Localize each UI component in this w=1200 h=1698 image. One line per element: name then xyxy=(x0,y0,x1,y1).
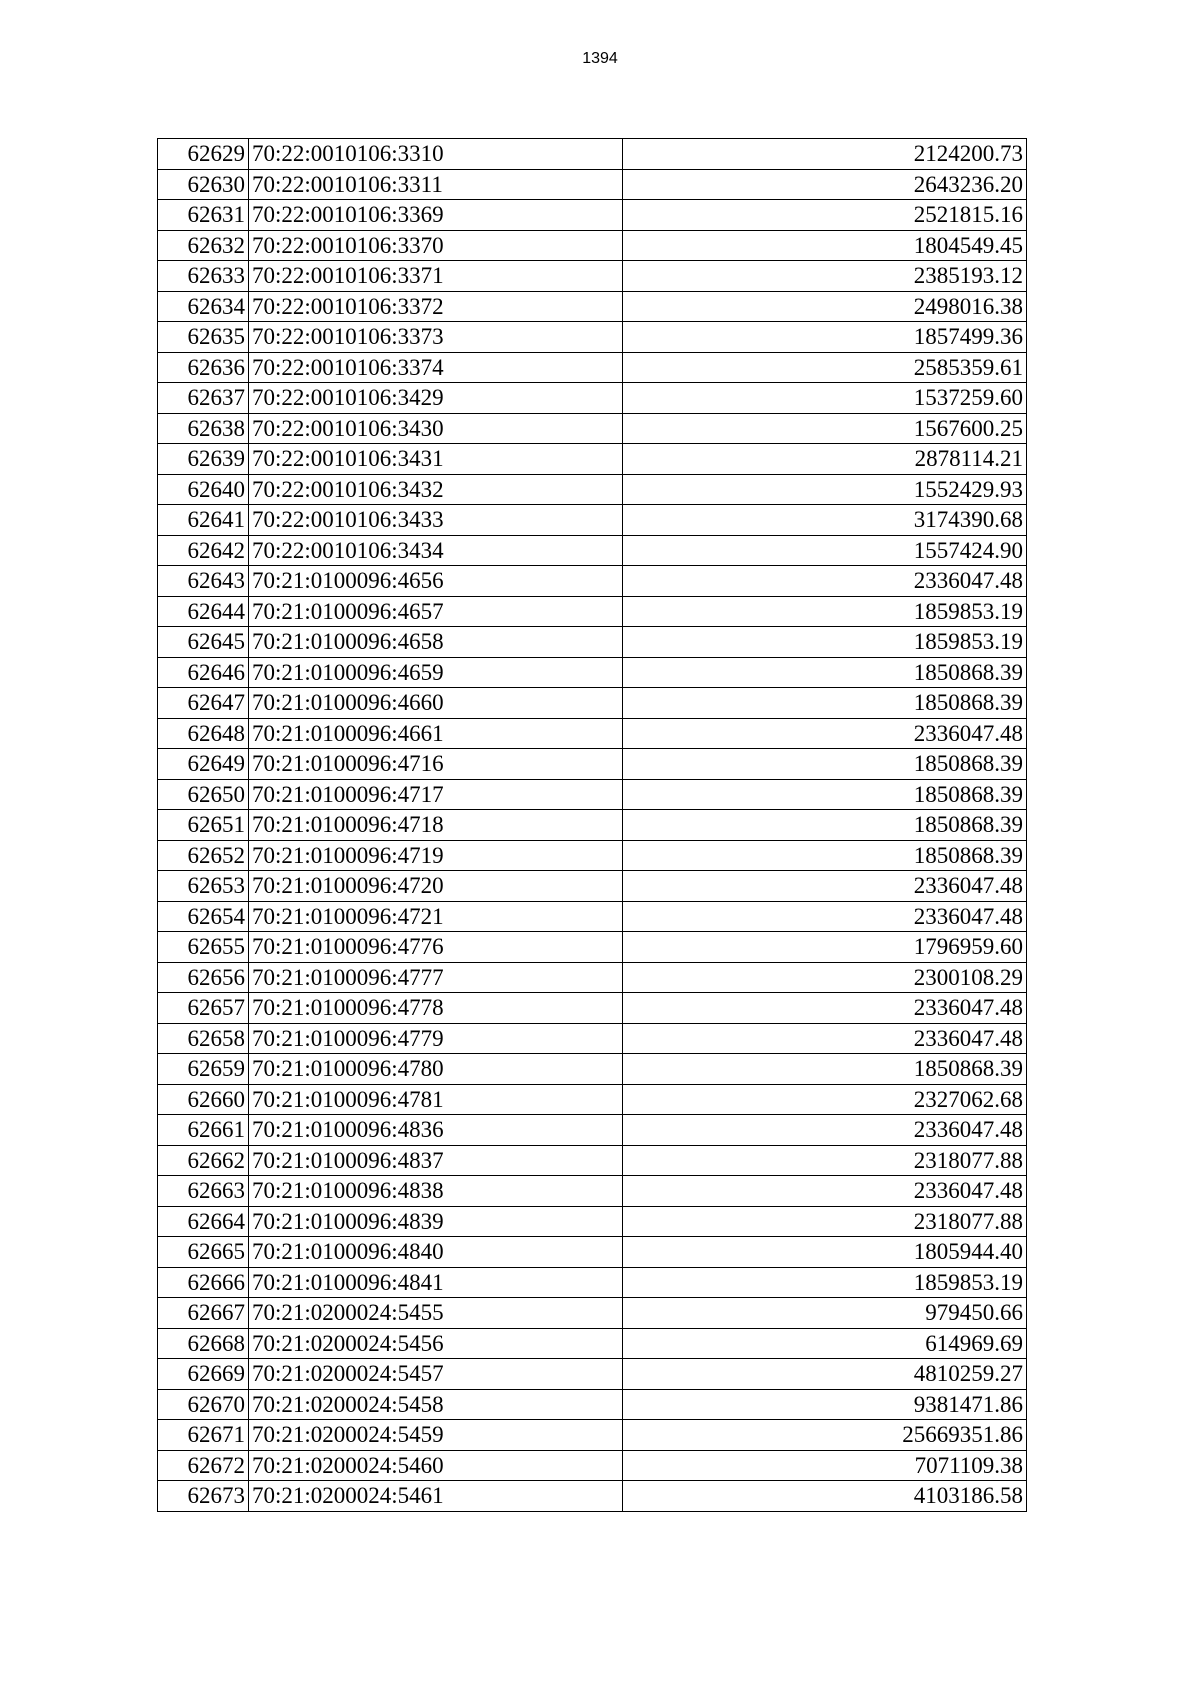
cadastral-value-cell: 1850868.39 xyxy=(623,688,1027,719)
cadastral-number-cell: 70:21:0100096:4719 xyxy=(249,840,623,871)
cadastral-value-cell: 2336047.48 xyxy=(623,1115,1027,1146)
table-row xyxy=(158,657,1027,688)
row-number-cell: 62635 xyxy=(158,322,249,353)
table-row xyxy=(158,688,1027,719)
table-row xyxy=(158,1450,1027,1481)
row-number-cell: 62654 xyxy=(158,901,249,932)
row-number-cell: 62663 xyxy=(158,1176,249,1207)
table-row xyxy=(158,1237,1027,1268)
table-row xyxy=(158,1359,1027,1390)
row-number-cell: 62650 xyxy=(158,779,249,810)
table-row xyxy=(158,169,1027,200)
cadastral-value-cell: 2336047.48 xyxy=(623,718,1027,749)
cadastral-value-cell: 2521815.16 xyxy=(623,200,1027,231)
cadastral-value-cell: 1804549.45 xyxy=(623,230,1027,261)
cadastral-value-cell: 2336047.48 xyxy=(623,871,1027,902)
cadastral-number-cell: 70:21:0100096:4838 xyxy=(249,1176,623,1207)
table-row xyxy=(158,291,1027,322)
cadastral-value-cell: 1805944.40 xyxy=(623,1237,1027,1268)
table-row xyxy=(158,962,1027,993)
cadastral-number-cell: 70:21:0100096:4840 xyxy=(249,1237,623,1268)
table-row xyxy=(158,840,1027,871)
row-number-cell: 62655 xyxy=(158,932,249,963)
cadastral-number-cell: 70:22:0010106:3369 xyxy=(249,200,623,231)
row-number-cell: 62651 xyxy=(158,810,249,841)
row-number-cell: 62633 xyxy=(158,261,249,292)
cadastral-number-cell: 70:21:0100096:4779 xyxy=(249,1023,623,1054)
row-number-cell: 62665 xyxy=(158,1237,249,1268)
cadastral-number-cell: 70:22:0010106:3371 xyxy=(249,261,623,292)
row-number-cell: 62630 xyxy=(158,169,249,200)
cadastral-value-cell: 2498016.38 xyxy=(623,291,1027,322)
table-row xyxy=(158,1389,1027,1420)
cadastral-number-cell: 70:21:0200024:5457 xyxy=(249,1359,623,1390)
cadastral-value-cell: 3174390.68 xyxy=(623,505,1027,536)
cadastral-number-cell: 70:22:0010106:3373 xyxy=(249,322,623,353)
cadastral-value-cell: 1859853.19 xyxy=(623,1267,1027,1298)
row-number-cell: 62649 xyxy=(158,749,249,780)
cadastral-value-cell: 4810259.27 xyxy=(623,1359,1027,1390)
row-number-cell: 62639 xyxy=(158,444,249,475)
cadastral-value-cell: 2318077.88 xyxy=(623,1145,1027,1176)
cadastral-number-cell: 70:21:0100096:4776 xyxy=(249,932,623,963)
cadastral-number-cell: 70:21:0200024:5460 xyxy=(249,1450,623,1481)
cadastral-value-cell: 2124200.73 xyxy=(623,139,1027,170)
row-number-cell: 62671 xyxy=(158,1420,249,1451)
cadastral-value-cell: 2336047.48 xyxy=(623,1176,1027,1207)
row-number-cell: 62661 xyxy=(158,1115,249,1146)
cadastral-value-cell: 1557424.90 xyxy=(623,535,1027,566)
cadastral-number-cell: 70:22:0010106:3370 xyxy=(249,230,623,261)
cadastral-number-cell: 70:22:0010106:3433 xyxy=(249,505,623,536)
table-row xyxy=(158,1145,1027,1176)
cadastral-number-cell: 70:22:0010106:3429 xyxy=(249,383,623,414)
row-number-cell: 62670 xyxy=(158,1389,249,1420)
row-number-cell: 62666 xyxy=(158,1267,249,1298)
cadastral-number-cell: 70:21:0100096:4661 xyxy=(249,718,623,749)
row-number-cell: 62629 xyxy=(158,139,249,170)
table-row xyxy=(158,1328,1027,1359)
cadastral-value-cell: 2336047.48 xyxy=(623,566,1027,597)
cadastral-number-cell: 70:21:0100096:4839 xyxy=(249,1206,623,1237)
cadastral-number-cell: 70:22:0010106:3431 xyxy=(249,444,623,475)
cadastral-number-cell: 70:21:0100096:4841 xyxy=(249,1267,623,1298)
row-number-cell: 62640 xyxy=(158,474,249,505)
cadastral-number-cell: 70:21:0100096:4717 xyxy=(249,779,623,810)
row-number-cell: 62647 xyxy=(158,688,249,719)
table-row xyxy=(158,749,1027,780)
table-row xyxy=(158,444,1027,475)
table-row xyxy=(158,810,1027,841)
cadastral-value-cell: 1850868.39 xyxy=(623,779,1027,810)
cadastral-value-cell: 1859853.19 xyxy=(623,627,1027,658)
table-row xyxy=(158,535,1027,566)
row-number-cell: 62659 xyxy=(158,1054,249,1085)
cadastral-value-cell: 1537259.60 xyxy=(623,383,1027,414)
cadastral-number-cell: 70:21:0200024:5458 xyxy=(249,1389,623,1420)
table-row xyxy=(158,1298,1027,1329)
cadastral-number-cell: 70:21:0100096:4837 xyxy=(249,1145,623,1176)
row-number-cell: 62672 xyxy=(158,1450,249,1481)
table-row xyxy=(158,566,1027,597)
cadastral-value-cell: 2385193.12 xyxy=(623,261,1027,292)
cadastral-value-cell: 2336047.48 xyxy=(623,993,1027,1024)
table-row xyxy=(158,1054,1027,1085)
cadastral-value-table xyxy=(157,138,1027,1512)
cadastral-value-cell: 9381471.86 xyxy=(623,1389,1027,1420)
row-number-cell: 62648 xyxy=(158,718,249,749)
cadastral-value-cell: 2318077.88 xyxy=(623,1206,1027,1237)
table-row xyxy=(158,1115,1027,1146)
row-number-cell: 62645 xyxy=(158,627,249,658)
cadastral-number-cell: 70:22:0010106:3310 xyxy=(249,139,623,170)
row-number-cell: 62669 xyxy=(158,1359,249,1390)
row-number-cell: 62642 xyxy=(158,535,249,566)
cadastral-number-cell: 70:21:0200024:5455 xyxy=(249,1298,623,1329)
cadastral-value-cell: 1796959.60 xyxy=(623,932,1027,963)
row-number-cell: 62664 xyxy=(158,1206,249,1237)
cadastral-number-cell: 70:21:0100096:4656 xyxy=(249,566,623,597)
cadastral-number-cell: 70:21:0100096:4658 xyxy=(249,627,623,658)
cadastral-value-cell: 1552429.93 xyxy=(623,474,1027,505)
table-row xyxy=(158,1206,1027,1237)
cadastral-number-cell: 70:22:0010106:3372 xyxy=(249,291,623,322)
row-number-cell: 62667 xyxy=(158,1298,249,1329)
table-row xyxy=(158,718,1027,749)
table-row xyxy=(158,932,1027,963)
row-number-cell: 62662 xyxy=(158,1145,249,1176)
table-row xyxy=(158,627,1027,658)
row-number-cell: 62638 xyxy=(158,413,249,444)
cadastral-number-cell: 70:22:0010106:3374 xyxy=(249,352,623,383)
row-number-cell: 62636 xyxy=(158,352,249,383)
cadastral-number-cell: 70:21:0100096:4780 xyxy=(249,1054,623,1085)
cadastral-number-cell: 70:22:0010106:3432 xyxy=(249,474,623,505)
cadastral-number-cell: 70:22:0010106:3430 xyxy=(249,413,623,444)
cadastral-number-cell: 70:21:0100096:4659 xyxy=(249,657,623,688)
table-row xyxy=(158,993,1027,1024)
table-row xyxy=(158,871,1027,902)
cadastral-number-cell: 70:21:0100096:4721 xyxy=(249,901,623,932)
table-row xyxy=(158,474,1027,505)
cadastral-value-cell: 1857499.36 xyxy=(623,322,1027,353)
cadastral-value-cell: 7071109.38 xyxy=(623,1450,1027,1481)
cadastral-value-cell: 2327062.68 xyxy=(623,1084,1027,1115)
table-row xyxy=(158,1023,1027,1054)
cadastral-value-cell: 2300108.29 xyxy=(623,962,1027,993)
table-body xyxy=(158,139,1027,1512)
table-row xyxy=(158,1481,1027,1512)
row-number-cell: 62657 xyxy=(158,993,249,1024)
table-row xyxy=(158,322,1027,353)
table-row xyxy=(158,1176,1027,1207)
table-row xyxy=(158,901,1027,932)
row-number-cell: 62660 xyxy=(158,1084,249,1115)
cadastral-value-cell: 1850868.39 xyxy=(623,1054,1027,1085)
row-number-cell: 62631 xyxy=(158,200,249,231)
cadastral-value-cell: 1859853.19 xyxy=(623,596,1027,627)
row-number-cell: 62634 xyxy=(158,291,249,322)
row-number-cell: 62668 xyxy=(158,1328,249,1359)
cadastral-value-cell: 614969.69 xyxy=(623,1328,1027,1359)
cadastral-number-cell: 70:21:0100096:4720 xyxy=(249,871,623,902)
cadastral-number-cell: 70:22:0010106:3311 xyxy=(249,169,623,200)
cadastral-value-cell: 2336047.48 xyxy=(623,1023,1027,1054)
row-number-cell: 62643 xyxy=(158,566,249,597)
row-number-cell: 62637 xyxy=(158,383,249,414)
page-number: 1394 xyxy=(582,50,618,67)
cadastral-number-cell: 70:21:0200024:5461 xyxy=(249,1481,623,1512)
cadastral-number-cell: 70:21:0100096:4660 xyxy=(249,688,623,719)
cadastral-value-cell: 1567600.25 xyxy=(623,413,1027,444)
cadastral-value-cell: 4103186.58 xyxy=(623,1481,1027,1512)
table-row xyxy=(158,352,1027,383)
row-number-cell: 62641 xyxy=(158,505,249,536)
row-number-cell: 62656 xyxy=(158,962,249,993)
cadastral-value-cell: 2878114.21 xyxy=(623,444,1027,475)
cadastral-number-cell: 70:21:0200024:5456 xyxy=(249,1328,623,1359)
table-row xyxy=(158,779,1027,810)
table-row xyxy=(158,139,1027,170)
cadastral-value-cell: 1850868.39 xyxy=(623,657,1027,688)
cadastral-number-cell: 70:21:0100096:4778 xyxy=(249,993,623,1024)
cadastral-value-cell: 2585359.61 xyxy=(623,352,1027,383)
table-row xyxy=(158,383,1027,414)
row-number-cell: 62652 xyxy=(158,840,249,871)
cadastral-number-cell: 70:21:0100096:4781 xyxy=(249,1084,623,1115)
cadastral-number-cell: 70:21:0200024:5459 xyxy=(249,1420,623,1451)
cadastral-value-cell: 1850868.39 xyxy=(623,749,1027,780)
cadastral-value-cell: 979450.66 xyxy=(623,1298,1027,1329)
row-number-cell: 62644 xyxy=(158,596,249,627)
cadastral-number-cell: 70:21:0100096:4657 xyxy=(249,596,623,627)
row-number-cell: 62673 xyxy=(158,1481,249,1512)
cadastral-number-cell: 70:21:0100096:4777 xyxy=(249,962,623,993)
cadastral-number-cell: 70:21:0100096:4716 xyxy=(249,749,623,780)
table-row xyxy=(158,413,1027,444)
cadastral-value-cell: 1850868.39 xyxy=(623,840,1027,871)
row-number-cell: 62646 xyxy=(158,657,249,688)
cadastral-number-cell: 70:22:0010106:3434 xyxy=(249,535,623,566)
table-row xyxy=(158,200,1027,231)
cadastral-value-cell: 2643236.20 xyxy=(623,169,1027,200)
table-row xyxy=(158,1420,1027,1451)
table-row xyxy=(158,1267,1027,1298)
table-row xyxy=(158,230,1027,261)
cadastral-value-cell: 2336047.48 xyxy=(623,901,1027,932)
cadastral-value-cell: 25669351.86 xyxy=(623,1420,1027,1451)
row-number-cell: 62632 xyxy=(158,230,249,261)
table-row xyxy=(158,261,1027,292)
cadastral-number-cell: 70:21:0100096:4718 xyxy=(249,810,623,841)
table-row xyxy=(158,596,1027,627)
row-number-cell: 62653 xyxy=(158,871,249,902)
cadastral-number-cell: 70:21:0100096:4836 xyxy=(249,1115,623,1146)
cadastral-value-cell: 1850868.39 xyxy=(623,810,1027,841)
row-number-cell: 62658 xyxy=(158,1023,249,1054)
table-row xyxy=(158,1084,1027,1115)
table-row xyxy=(158,505,1027,536)
